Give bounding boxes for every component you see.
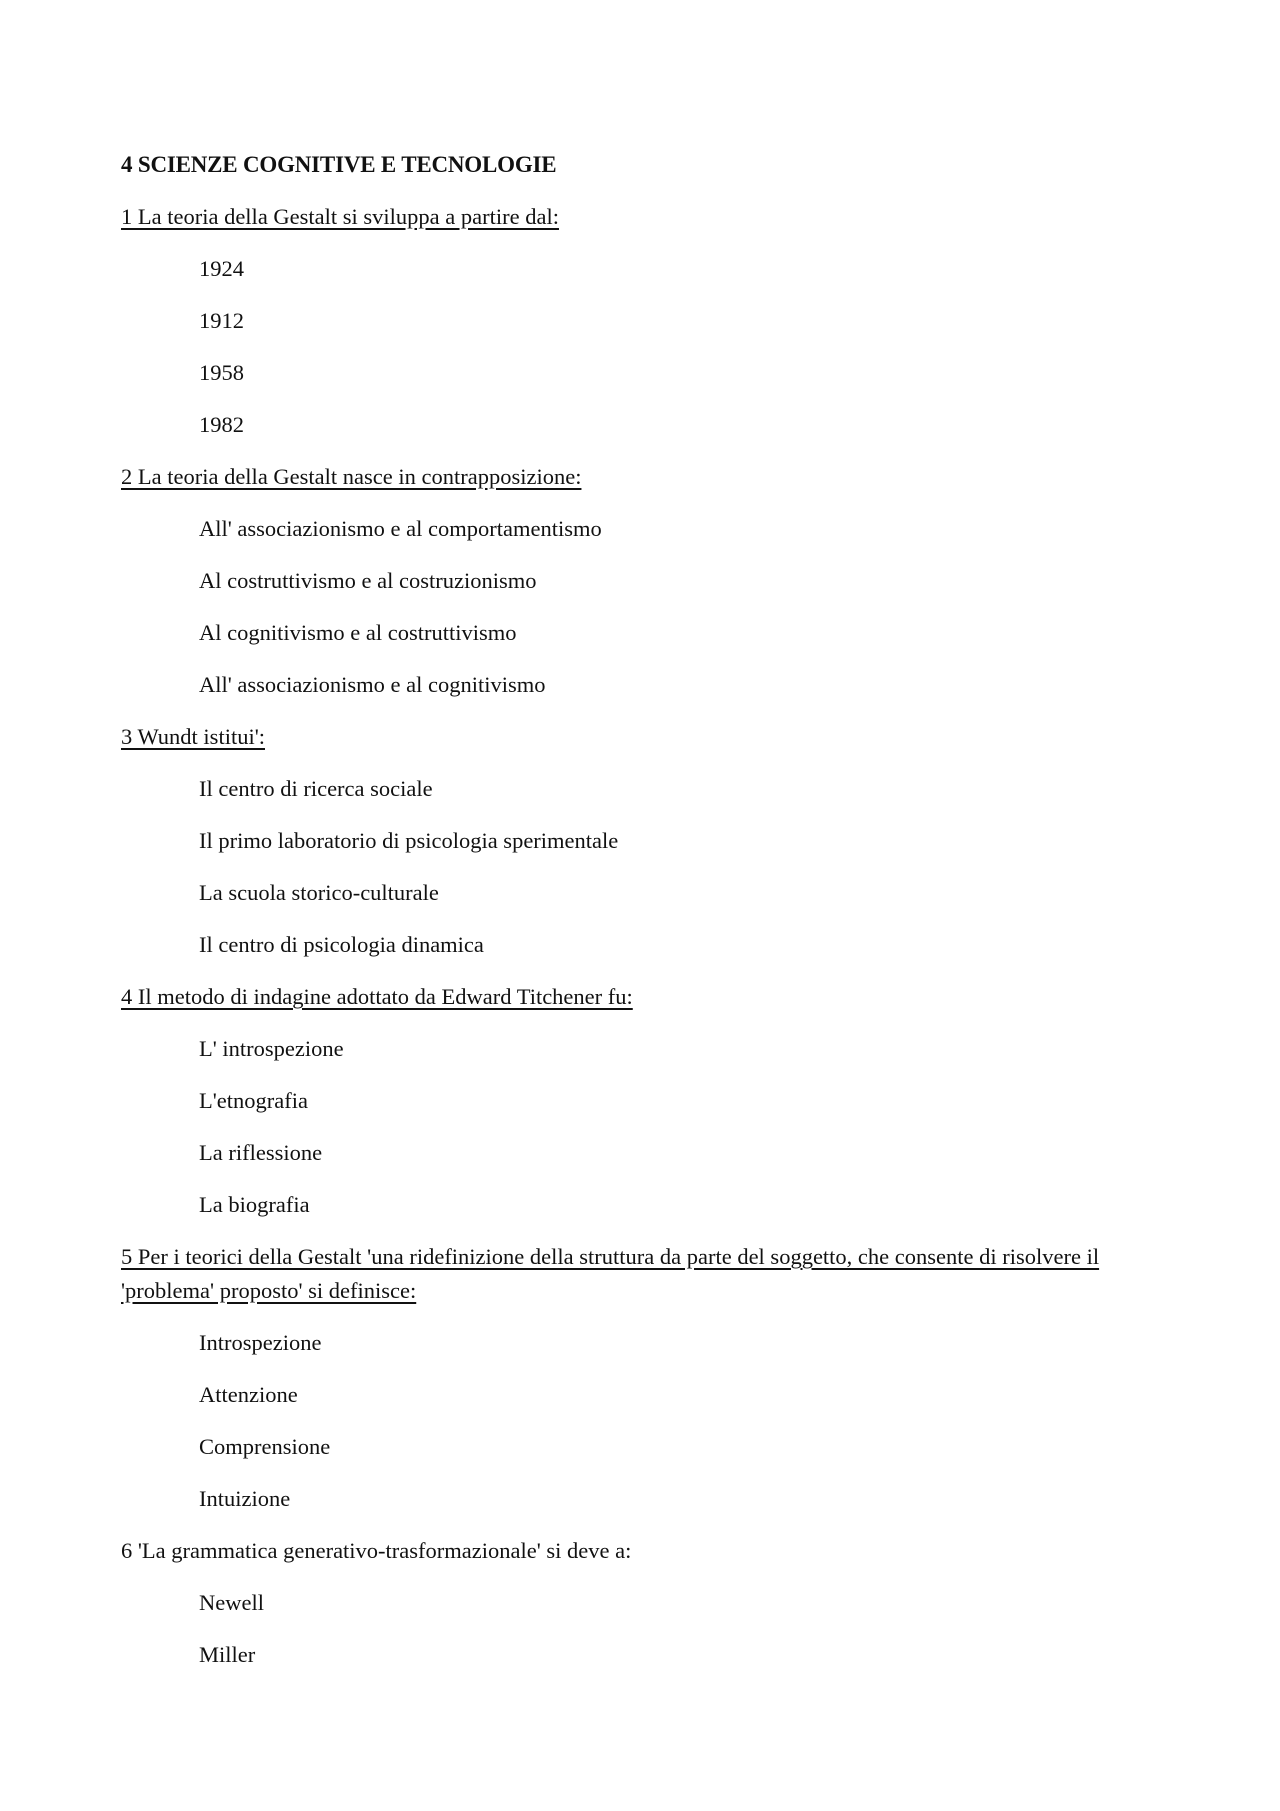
document-page <box>121 148 1181 1690</box>
question-2-option-4: All' associazionismo e al cognitivismo <box>199 672 546 697</box>
question-4-option-2: L'etnografia <box>199 1088 308 1113</box>
question-3-option-1: Il centro di ricerca sociale <box>199 776 433 801</box>
question-6-option-1: Newell <box>199 1590 264 1615</box>
question-4-options <box>121 1032 1181 1222</box>
question-5 <box>121 1240 1181 1308</box>
question-1-option-1: 1924 <box>199 256 244 281</box>
question-2-options <box>121 512 1181 702</box>
question-4-option-3: La riflessione <box>199 1140 323 1165</box>
question-5-option-3: Comprensione <box>199 1434 331 1459</box>
question-6-options <box>121 1586 1181 1672</box>
question-3 <box>121 720 1181 754</box>
question-5-options <box>121 1326 1181 1516</box>
question-2-option-3: Al cognitivismo e al costruttivismo <box>199 620 517 645</box>
question-2-text: 2 La teoria della Gestalt nasce in contrapposizione: <box>121 464 582 489</box>
question-4-option-1: L' introspezione <box>199 1036 344 1061</box>
question-6-text: 6 'La grammatica generativo-trasformazionale' si deve a: <box>121 1538 632 1563</box>
question-2-option-1: All' associazionismo e al comportamentismo <box>199 516 602 541</box>
question-1-options <box>121 252 1181 442</box>
question-3-option-4: Il centro di psicologia dinamica <box>199 932 484 957</box>
question-1-text: 1 La teoria della Gestalt si sviluppa a partire dal: <box>121 204 559 229</box>
question-4 <box>121 980 1181 1014</box>
question-5-option-4: Intuizione <box>199 1486 291 1511</box>
question-5-option-2: Attenzione <box>199 1382 298 1407</box>
question-1-option-3: 1958 <box>199 360 244 385</box>
question-3-options <box>121 772 1181 962</box>
question-2 <box>121 460 1181 494</box>
question-3-option-2: Il primo laboratorio di psicologia sperimentale <box>199 828 619 853</box>
question-4-text: 4 Il metodo di indagine adottato da Edward Titchener fu: <box>121 984 633 1009</box>
question-5-option-1: Introspezione <box>199 1330 322 1355</box>
question-1-option-4: 1982 <box>199 412 244 437</box>
question-6-option-2: Miller <box>199 1642 256 1667</box>
document-title: 4 SCIENZE COGNITIVE E TECNOLOGIE <box>121 152 557 177</box>
question-5-text: 5 Per i teorici della Gestalt 'una ridefinizione della struttura da parte del soggetto, che consente di risolvere il 'problema' proposto' si definisce: <box>121 1244 1100 1303</box>
question-6 <box>121 1534 1181 1568</box>
question-2-option-2: Al costruttivismo e al costruzionismo <box>199 568 537 593</box>
question-1-option-2: 1912 <box>199 308 244 333</box>
question-3-option-3: La scuola storico-culturale <box>199 880 439 905</box>
question-3-text: 3 Wundt istitui': <box>121 724 265 749</box>
question-1 <box>121 200 1181 234</box>
question-4-option-4: La biografia <box>199 1192 310 1217</box>
